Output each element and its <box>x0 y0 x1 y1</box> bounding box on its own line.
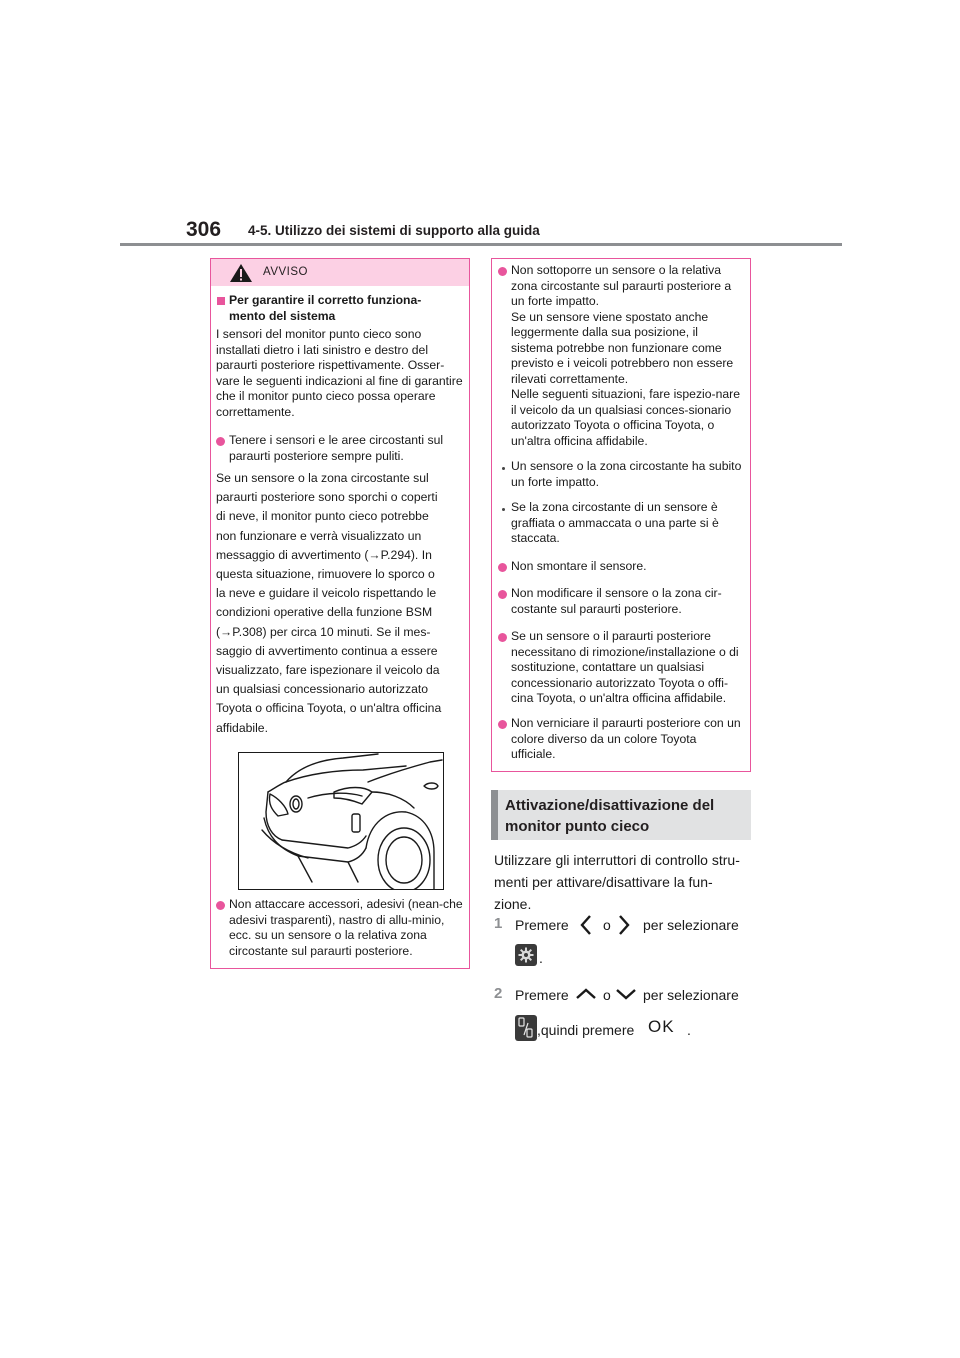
warning-box <box>210 258 470 969</box>
warning-bullet-clean: Tenere i sensori e le aree circostanti sul paraurti posteriore sempre puliti. <box>229 433 444 463</box>
step-1-end: . <box>539 950 543 966</box>
right-bullet-modify: Non modificare il sensore o la zona cir-costante sul paraurti posteriore. <box>511 586 722 616</box>
paragraph-line: di neve, il monitor punto cieco potrebbe <box>216 509 429 524</box>
bullet-dot <box>498 267 507 276</box>
bullet-dot <box>498 563 507 572</box>
step-2-then-press: ,quindi premere <box>537 1022 635 1038</box>
square-bullet <box>217 297 225 305</box>
page-number: 306 <box>186 218 222 241</box>
section-heading-text: Attivazione/disattivazione del monitor punto cieco <box>505 797 715 835</box>
bullet-dot <box>216 437 225 446</box>
paragraph-line: messaggio di avvertimento (→P.294). In <box>216 547 432 562</box>
step-2-per-selezionare: per selezionare <box>643 987 739 1003</box>
settings-gear-icon <box>515 944 537 966</box>
paragraph-line: (→P.308) per circa 10 minuti. Se il mes- <box>216 624 431 639</box>
warning-header <box>211 259 469 286</box>
right-bullet-impact: Non sottoporre un sensore o la relativa zona circostante sul paraurti posteriore a un forte impatto. Se un sensore viene spostato anche leggermente dalla sua posizione, il sistema potrebbe non funzionare come previsto e i veicoli potrebbero non essere rilevati correttamente. Nelle seguenti situazioni, fare ispezio-nare il veicolo da un qualsiasi conces-sionario autorizzato Toyota o officina Toyota, o un'altra officina affidabile. <box>511 263 740 448</box>
section-intro <box>494 849 754 915</box>
right-sub-bullet-impact: Un sensore o la zona circostante ha subito un forte impatto. <box>511 459 742 489</box>
warning-paragraph <box>216 469 468 738</box>
paragraph-line: Se un sensore o la zona circostante sul <box>216 471 429 485</box>
paragraph-line: visualizzato, fare ispezionare il veicolo da <box>216 663 440 678</box>
intro-line: menti per attivare/disattivare la fun- <box>494 874 713 890</box>
bullet-dot <box>216 901 225 910</box>
chevron-down-icon <box>615 987 637 1001</box>
section-title: 4-5. Utilizzo dei sistemi di supporto alla guida <box>248 223 540 238</box>
intro-line: Utilizzare gli interruttori di controllo stru- <box>494 852 740 868</box>
paragraph-line: saggio di avvertimento continua a essere <box>216 643 438 658</box>
rear-bumper-sensor-illustration <box>238 752 444 890</box>
paragraph-line: non funzionare e verrà visualizzato un <box>216 528 422 543</box>
step-2-number: 2 <box>494 985 503 1002</box>
right-bullet-replace: Se un sensore o il paraurti posteriore necessitano di rimozione/installazione o di sostituzione, contattare un qualsiasi concessionario autorizzato Toyota o offi-cina Toyota, o un'altra officina affidabile. <box>511 629 739 705</box>
warning-bullet-accessories: Non attaccare accessori, adesivi (nean-che adesivi trasparenti), nastro di allu-minio, ecc. su un sensore o la relativa zona circostante sul paraurti posteriore. <box>229 897 463 958</box>
warning-intro: I sensori del monitor punto cieco sono installati dietro i lati sinistro e destro del paraurti posteriore rispettivamente. Osser-vare le seguenti indicazioni al fine di garantire che il monitor punto cieco possa operare correttamente. <box>216 327 463 419</box>
paragraph-line: un qualsiasi concessionario autorizzato <box>216 682 429 697</box>
sub-bullet-dot <box>502 508 505 511</box>
bsm-icon <box>515 1015 537 1041</box>
warning-triangle-icon <box>229 263 253 283</box>
paragraph-line: condizioni operative della funzione BSM <box>216 605 433 620</box>
chevron-up-icon <box>575 987 597 1001</box>
bullet-dot <box>498 590 507 599</box>
step-2-premere: Premere <box>515 987 569 1003</box>
intro-line: zione. <box>494 896 532 912</box>
paragraph-line: Toyota o officina Toyota, o un'altra officina <box>216 701 442 716</box>
chevron-right-icon <box>617 914 631 936</box>
paragraph-line: questa situazione, rimuovere lo sporco o <box>216 567 435 582</box>
right-bullet-paint: Non verniciare il paraurti posteriore con un colore diverso da un colore Toyota ufficiale. <box>511 716 741 761</box>
step-1-number: 1 <box>494 915 503 932</box>
step-1-premere: Premere <box>515 917 569 933</box>
warning-label: AVVISO <box>263 266 308 278</box>
step-2-end: . <box>687 1022 691 1038</box>
step-1-or: o <box>603 917 611 933</box>
section-heading <box>491 790 751 840</box>
ok-button-label: OK <box>648 1017 675 1036</box>
warning-box-continued <box>491 258 751 772</box>
step-1-per-selezionare: per selezionare <box>643 917 739 933</box>
step-2-or: o <box>603 987 611 1003</box>
bullet-dot <box>498 633 507 642</box>
warning-heading: Per garantire il corretto funziona- mento del sistema <box>229 293 422 323</box>
paragraph-line: affidabile. <box>216 720 268 735</box>
paragraph-line: paraurti posteriore sono sporchi o coperti <box>216 490 438 505</box>
section-heading-bar <box>491 790 498 840</box>
bullet-dot <box>498 720 507 729</box>
chevron-left-icon <box>579 914 593 936</box>
right-sub-bullet-scratch: Se la zona circostante di un sensore è graffiata o ammaccata o una parte si è staccata. <box>511 500 719 545</box>
paragraph-line: la neve e guidare il veicolo rispettando le <box>216 586 437 601</box>
sub-bullet-dot <box>502 467 505 470</box>
right-bullet-disassemble: Non smontare il sensore. <box>511 559 647 573</box>
header-rule <box>120 243 842 246</box>
